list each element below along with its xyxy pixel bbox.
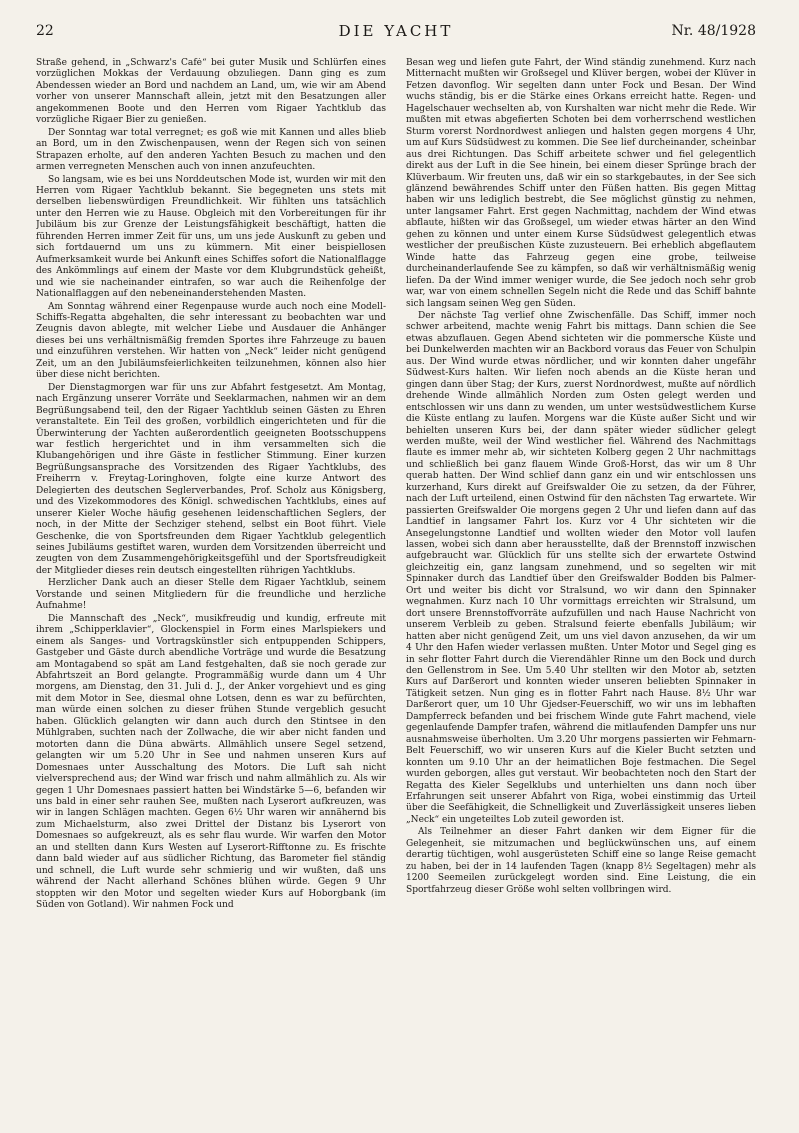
paragraph: Der nächste Tag verlief ohne Zwischenfälle. Das Schiff, immer noch schwer arbeitend, machte wenig Fahrt bis mittags. Dann schien die See etwas abzuflauen. Gegen Abend sichteten wir die pommersche Küste und bei Dunkelwerden machten wir an Backbord voraus das Feuer von Schulpin aus. Der Wind wurde etwas nördlicher, und wir konnten daher ungefähr Südwest-Kurs halten. Wir liefen noch abends an die Küste heran und gingen dann über Stag; der Kurs, zuerst Nordnordwest, mußte auf nördlich drehende Winde allmählich Norden zum Osten gelegt werden und entschlossen wir uns dann zu wenden, um unter westsüdwestlichem Kurse die Küste entlang zu laufen. Morgens war die Küste außer Sicht und wir behielten unseren Kurs bei, der dann später wieder südlicher gelegt werden mußte, weil der Wind westlicher fiel. Während des Nachmittags flaute es immer mehr ab, wir sichteten Kolberg gegen 2 Uhr nachmittags und schließlich bei ganz flauem Winde Groß-Horst, das wir um 8 Uhr querab hatten. Der Wind schlief dann ganz ein und wir entschlossen uns kurzerhand, Kurs direkt auf Greifswalder Oie zu setzen, da der Führer, nach der Luft urteilend, einen Ostwind für den nächsten Tag erwartete. Wir passierten Greifswalder Oie morgens gegen 2 Uhr und liefen dann auf das Landtief in langsamer Fahrt los. Kurz vor 4 Uhr sichteten wir die Ansegelungstonne Landtief und wollten wieder den Motor voll laufen lassen, wobei sich dann aber herausstellte, daß der Brennstoff inzwischen aufgebraucht war. Glücklich für uns stellte sich der erwartete Ostwind gleichzeitig ein, ganz langsam zunehmend, und so segelten wir mit Spinnaker durch das Landtief über den Greifswalder Bodden bis Palmer-Ort und weiter bis dicht vor Stralsund, wo wir dann den Spinnaker wegnahmen. Kurz nach 10 Uhr vormittags erreichten wir Stralsund, um dort unsere Brennstoffvorräte aufzufüllen und nach Hause Nachricht von unserem Verbleib zu geben. Stralsund feierte ebenfalls Jubiläum; wir hatten aber nicht genügend Zeit, um uns viel davon anzusehen, da wir um 4 Uhr den Hafen wieder verlassen mußten. Unter Motor und Segel ging es in sehr flotter Fahrt durch die Vierendähler Rinne um den Bock und durch den Gellenstrom in See. Um 5.40 Uhr stellten wir den Motor ab, setzten Kurs auf Darßerort und konnten wieder unseren beliebten Spinnaker in Tätigkeit setzen. Nun ging es in flotter Fahrt nach Hause. 8½ Uhr war Darßerort quer, um 10 Uhr Gjedser-Feuerschiff, wo wir uns im lebhaften Dampferreck befanden und bei frischem Winde gute Fahrt machend, viele gegenlaufende Dampfer trafen, während die mitlaufenden Dampfer uns nur ausnahmsweise überholten. Um 3.20 Uhr morgens passierten wir Fehmarn-Belt Feuerschiff, wo wir unseren Kurs auf die Kieler Bucht setzten und konnten um 9.10 Uhr an der heimatlichen Boje festmachen. Die Segel wurden geborgen, alles gut verstaut. Wir beobachteten noch den Start der Regatta des Kieler Segelklubs und unterhielten uns dann noch über Erfahrungen seit unserer Abfahrt von Riga, wobei einstimmig das Urteil über die Seefähigkeit, die Schnelligkeit und Zuverlässigkeit unseres lieben „Neck“ ein ungeteiltes Lob zuteil geworden ist. — [406, 310, 756, 825]
paragraph: Der Sonntag war total verregnet; es goß wie mit Kannen und alles blieb an Bord, um in den Zwischenpausen, wenn der Regen sich von seinen Strapazen erholte, auf den anderen Yachten Besuch zu machen und den armen verregneten Menschen auch von innen anzufeuchten. — [36, 127, 386, 173]
right-column — [406, 58, 756, 1055]
page-header — [36, 22, 756, 46]
paragraph: Herzlicher Dank auch an dieser Stelle dem Rigaer Yachtklub, seinem Vorstande und seinen Mitgliedern für die freundliche und herzliche Aufnahme! — [36, 578, 386, 612]
article-body — [36, 58, 756, 1055]
paragraph: Die Mannschaft des „Neck“, musikfreudig und kundig, erfreute mit ihrem „Schipperklavier“, Glockenspiel in Form eines Marlspiekers und einem als Sanges- und Vortragskünstler sich entpuppenden Schippers, Gastgeber und Gäste durch abendliche Vorträge und wurde die Besatzung am Montagabend so spät am Land festgehalten, daß sie noch gerade zur Abfahrtszeit an Bord gelangte. Programmäßig wurde dann um 4 Uhr morgens, am Dienstag, den 31. Juli d. J., der Anker vorgehievt und es ging mit dem Motor in See, diesmal ohne Lotsen, denn es war zu befürchten, man würde einen solchen zu dieser frühen Stunde vergeblich gesucht haben. Glücklich gelangten wir dann auch durch den Stintsee in den Mühlgraben, suchten nach der Zollwache, die wir aber nicht fanden und motorten dann die Düna abwärts. Allmählich unsere Segel setzend, gelangten wir um 5.20 Uhr in See und nahmen unseren Kurs auf Domesnaes unter Ausschaltung des Motors. Die Luft sah nicht vielversprechend aus; der Wind war frisch und nahm allmählich zu. Als wir gegen 1 Uhr Domesnaes passiert hatten bei Windstärke 5—6, befanden wir uns bald in einer sehr rauhen See, mußten nach Lyserort aufkreuzen, was wir in langen Schlägen machten. Gegen 6½ Uhr waren wir annähernd bis zum Michaelsturm, also zwei Drittel der Distanz bis Lyserort von Domesnaes so aufgekreuzt, als es sehr flau wurde. Wir warfen den Motor an und stellten dann Kurs Westen auf Lyserort-Rifftonne zu. Es frischte dann bald wieder auf aus südlicher Richtung, das Barometer fiel ständig und schnell, die Luft wurde sehr schmierig und wir wußten, daß uns während der Nacht allerhand Schönes blühen würde. Gegen 9 Uhr stoppten wir den Motor und segelten wieder Kurs auf Hoborgbank (im Süden von Gotland). Wir nahmen Fock und — [36, 613, 386, 911]
magazine-title: DIE YACHT — [338, 22, 454, 40]
paragraph: Straße gehend, in „Schwarz's Café“ bei guter Musik und Schlürfen eines vorzüglichen Mokkas der Verdauung obzuliegen. Dann ging es zum Abendessen wieder an Bord und nachdem an Land, um, wie wir am Abend vorher von unserer Mannschaft allein, jetzt mit den Besatzungen aller angekommenen Boote und den Herren vom Rigaer Yachtklub das vorzügliche Rigaer Bier zu genießen. — [36, 58, 386, 126]
paragraph: Besan weg und liefen gute Fahrt, der Wind ständig zunehmend. Kurz nach Mitternacht mußten wir Großsegel und Klüver bergen, wobei der Klüver in Fetzen davonflog. Wir segelten dann unter Fock und Besan. Der Wind wuchs ständig, bis er die Stärke eines Orkans erreicht hatte. Regen- und Hagelschauer wechselten ab, von Kurshalten war nicht mehr die Rede. Wir mußten mit etwas abgefierten Schoten bei dem vorherrschend westlichen Sturm vorerst Nordnordwest anliegen und halsten gegen morgens 4 Uhr, um auf Kurs Südsüdwest zu kommen. Die See lief durcheinander, scheinbar aus drei Richtungen. Das Schiff arbeitete schwer und fiel gelegentlich direkt aus der Luft in die See hinein, bei einem dieser Sprünge brach der Klüverbaum. Wir freuten uns, daß wir ein so starkgebautes, in der See sich glänzend bewährendes Schiff unter den Füßen hatten. Bis gegen Mittag haben wir uns lediglich bestrebt, die See möglichst günstig zu nehmen, unter langsamer Fahrt. Erst gegen Nachmittag, nachdem der Wind etwas abflaute, hißten wir das Großsegel, um wieder etwas härter an den Wind gehen zu können und unter einem Kurse Südsüdwest gelegentlich etwas westlicher der preußischen Küste zuzusteuern. Bei erheblich abgeflautem Winde hatte das Fahrzeug gegen eine grobe, teilweise durcheinanderlaufende See zu kämpfen, so daß wir verhältnismäßig wenig liefen. Da der Wind immer weniger wurde, die See jedoch noch sehr grob war, war von einem schnellen Segeln nicht die Rede und das Schiff bahnte sich langsam seinen Weg gen Süden. — [406, 58, 756, 309]
paragraph: So langsam, wie es bei uns Norddeutschen Mode ist, wurden wir mit den Herren vom Rigaer Yachtklub bekannt. Sie begegneten uns stets mit derselben liebenswürdigen Freundlichkeit. Wir fühlten uns tatsächlich unter den Herren wie zu Hause. Obgleich mit den Vorbereitungen für ihr Jubiläum bis zur Grenze der Leistungsfähigkeit beschäftigt, hatten die führenden Herren immer Zeit für uns, um uns jede Auskunft zu geben und sich fortdauernd um uns zu kümmern. Mit einer beispiellosen Aufmerksamkeit wurde bei Ankunft eines Schiffes sofort die Nationalflagge des Ankömmlings auf einem der Maste vor dem Klubgrundstück geheißt, und wie sie nacheinander eintrafen, so war auch die Reihenfolge der Nationalflaggen auf den nebeneinanderstehenden Masten. — [36, 174, 386, 300]
page-number: 22 — [36, 23, 54, 39]
paragraph: Der Dienstagmorgen war für uns zur Abfahrt festgesetzt. Am Montag, nach Ergänzung unserer Vorräte und Seeklarmachen, nahmen wir an dem Begrüßungsabend teil, den der Rigaer Yachtklub seinen Gästen zu Ehren veranstaltete. Ein Teil des großen, vorbildlich eingerichteten und für die Überwinterung der Yachten außerordentlich geeigneten Bootsschuppens war festlich hergerichtet und in ihm versammelten sich die Klubangehörigen und ihre Gäste in festlicher Stimmung. Einer kurzen Begrüßungsansprache des Vorsitzenden des Rigaer Yachtklubs, des Freiherrn v. Freytag-Loringhoven, folgte eine kurze Antwort des Delegierten des deutschen Seglerverbandes, Prof. Scholz aus Königsberg, und des Vizekommodores des Königl. schwedischen Yachtklubs, eines auf unserer Kieler Woche häufig gesehenen leidenschaftlichen Seglers, der noch, in der Mitte der Sechziger stehend, selbst ein Boot führt. Viele Geschenke, die von Sportsfreunden dem Rigaer Yachtklub gelegentlich seines Jubiläums gestiftet waren, wurden dem Vorsitzenden überreicht und zeugten von dem Zusammengehörigkeitsgefühl und der Sportsfreudigkeit der Mitglieder dieses rein deutsch eingestellten rührigen Yachtklubs. — [36, 382, 386, 576]
paragraph: Als Teilnehmer an dieser Fahrt danken wir dem Eigner für die Gelegenheit, sie mitzumachen und beglückwünschen uns, auf einem derartig tüchtigen, wohl ausgerüsteten Schiff eine so lange Reise gemacht zu haben, bei der in 14 laufenden Tagen (knapp 8½ Segeltagen) mehr als 1200 Seemeilen zurückgelegt worden sind. Eine Leistung, die ein Sportfahrzeug dieser Größe wohl selten vollbringen wird. — [406, 827, 756, 895]
paragraph: Am Sonntag während einer Regenpause wurde auch noch eine Modell-Schiffs-Regatta abgehalten, die sehr interessant zu beobachten war und Zeugnis davon ablegte, mit welcher Liebe und Ausdauer die Anhänger dieses bei uns verhältnismäßig fremden Sportes ihre Fahrzeuge zu bauen und einzuführen verstehen. Wir hatten von „Neck“ leider nicht genügend Zeit, um an den Jubiläumsfeierlichkeiten teilzunehmen, können also hier über diese nicht berichten. — [36, 301, 386, 381]
left-column — [36, 58, 386, 1055]
issue-number: Nr. 48/1928 — [671, 23, 756, 39]
